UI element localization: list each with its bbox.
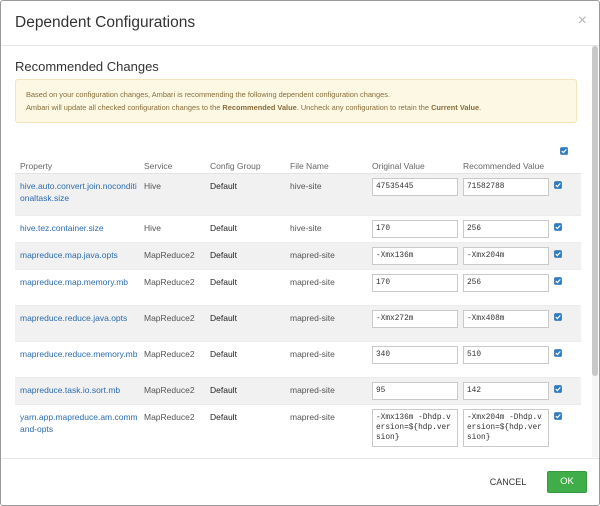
- alert-current-value: Current Value: [431, 103, 480, 112]
- property-cell: [15, 378, 139, 405]
- config-group-cell: Default: [205, 306, 285, 342]
- recommended-value-field: -Xmx204m: [463, 247, 549, 265]
- file-name-cell: hive-site: [285, 174, 367, 216]
- recommended-value-field: 142: [463, 382, 549, 400]
- service-cell: MapReduce2: [139, 405, 205, 458]
- recommended-value-cell: [458, 216, 549, 243]
- file-name-cell: mapred-site: [285, 378, 367, 405]
- recommended-value-cell: [458, 342, 549, 378]
- alert-recommended-value: Recommended Value: [222, 103, 297, 112]
- property-link[interactable]: mapreduce.reduce.java.opts: [20, 313, 128, 323]
- table-row: [15, 216, 581, 243]
- ok-button[interactable]: OK: [547, 471, 587, 493]
- original-value-field: 170: [372, 220, 458, 238]
- checkbox-cell: [549, 378, 581, 405]
- config-group-cell: Default: [205, 378, 285, 405]
- original-value-field: 170: [372, 274, 458, 292]
- property-link[interactable]: yarn.app.mapreduce.am.command-opts: [20, 412, 138, 434]
- service-cell: MapReduce2: [139, 378, 205, 405]
- service-cell: MapReduce2: [139, 243, 205, 270]
- original-value-field: 47535445: [372, 178, 458, 196]
- property-link[interactable]: mapreduce.task.io.sort.mb: [20, 385, 121, 395]
- file-name-cell: hive-site: [285, 216, 367, 243]
- property-cell: [15, 216, 139, 243]
- file-name-cell: mapred-site: [285, 243, 367, 270]
- table-row: [15, 174, 581, 216]
- apply-change-checkbox[interactable]: [554, 223, 562, 231]
- scrollbar[interactable]: [592, 46, 598, 457]
- service-cell: MapReduce2: [139, 342, 205, 378]
- property-link[interactable]: hive.tez.container.size: [20, 223, 104, 233]
- recommended-value-cell: [458, 270, 549, 306]
- original-value-cell: [367, 216, 458, 243]
- table-row: [15, 270, 581, 306]
- checkbox-cell: [549, 405, 581, 458]
- alert-line-2: [26, 101, 566, 114]
- checkbox-cell: [549, 342, 581, 378]
- file-name-cell: mapred-site: [285, 270, 367, 306]
- recommended-value-cell: [458, 405, 549, 458]
- select-all-checkbox[interactable]: [560, 147, 568, 155]
- file-name-cell: mapred-site: [285, 306, 367, 342]
- recommended-value-field: 510: [463, 346, 549, 364]
- property-cell: [15, 306, 139, 342]
- original-value-cell: [367, 174, 458, 216]
- recommendation-alert: [15, 79, 577, 123]
- checkbox-cell: [549, 174, 581, 216]
- apply-change-checkbox[interactable]: [554, 313, 562, 321]
- original-value-cell: [367, 378, 458, 405]
- apply-change-checkbox[interactable]: [554, 181, 562, 189]
- original-value-field: -Xmx136m: [372, 247, 458, 265]
- apply-change-checkbox[interactable]: [554, 349, 562, 357]
- property-link[interactable]: mapreduce.reduce.memory.mb: [20, 349, 138, 359]
- col-recommended-value: Recommended Value: [458, 155, 549, 174]
- recommended-value-cell: [458, 378, 549, 405]
- recommended-value-field: -Xmx204m -Dhdp.version=${hdp.version}: [463, 409, 549, 447]
- recommended-value-field: 256: [463, 274, 549, 292]
- alert-text: . Uncheck any configuration to retain the: [296, 103, 432, 112]
- original-value-cell: [367, 306, 458, 342]
- original-value-cell: [367, 405, 458, 458]
- recommended-value-field: 71582788: [463, 178, 549, 196]
- dialog-footer: [1, 458, 599, 505]
- alert-text: Ambari will update all checked configuration changes to the: [26, 103, 223, 112]
- property-cell: [15, 342, 139, 378]
- apply-change-checkbox[interactable]: [554, 250, 562, 258]
- table-header-row: [15, 155, 581, 174]
- col-config-group: Config Group: [205, 155, 285, 174]
- property-link[interactable]: mapreduce.map.java.opts: [20, 250, 118, 260]
- config-group-cell: Default: [205, 342, 285, 378]
- file-name-cell: mapred-site: [285, 405, 367, 458]
- table-row: [15, 342, 581, 378]
- original-value-cell: [367, 243, 458, 270]
- service-cell: MapReduce2: [139, 270, 205, 306]
- col-service: Service: [139, 155, 205, 174]
- original-value-field: -Xmx272m: [372, 310, 458, 328]
- apply-change-checkbox[interactable]: [554, 412, 562, 420]
- original-value-cell: [367, 342, 458, 378]
- cancel-button[interactable]: CANCEL: [489, 477, 527, 487]
- property-cell: [15, 270, 139, 306]
- section-title: Recommended Changes: [15, 59, 159, 74]
- dialog-body: [1, 46, 591, 457]
- table-row: [15, 306, 581, 342]
- alert-line-1: Based on your configuration changes, Ambari is recommending the following dependent configuration changes.: [26, 90, 391, 99]
- property-cell: [15, 243, 139, 270]
- config-group-cell: Default: [205, 270, 285, 306]
- recommended-value-cell: [458, 174, 549, 216]
- property-link[interactable]: hive.auto.convert.join.noconditionaltask.size: [20, 181, 137, 203]
- property-link[interactable]: mapreduce.map.memory.mb: [20, 277, 129, 287]
- original-value-field: -Xmx136m -Dhdp.version=${hdp.version}: [372, 409, 458, 447]
- recommended-value-cell: [458, 243, 549, 270]
- checkbox-cell: [549, 270, 581, 306]
- alert-text: .: [479, 103, 482, 112]
- service-cell: Hive: [139, 216, 205, 243]
- scrollbar-thumb[interactable]: [592, 46, 598, 376]
- col-checkbox: [549, 155, 581, 174]
- service-cell: MapReduce2: [139, 306, 205, 342]
- dialog-header: [1, 1, 599, 46]
- checkbox-cell: [549, 243, 581, 270]
- service-cell: Hive: [139, 174, 205, 216]
- file-name-cell: mapred-site: [285, 342, 367, 378]
- config-group-cell: Default: [205, 405, 285, 458]
- dialog-title: Dependent Configurations: [15, 14, 196, 31]
- recommended-value-field: 256: [463, 220, 549, 238]
- checkbox-cell: [549, 216, 581, 243]
- config-changes-table: [15, 155, 581, 457]
- table-row: [15, 243, 581, 270]
- property-cell: [15, 174, 139, 216]
- close-icon[interactable]: ×: [577, 12, 587, 29]
- col-original-value: Original Value: [367, 155, 458, 174]
- table-row: [15, 378, 581, 405]
- apply-change-checkbox[interactable]: [554, 277, 562, 285]
- config-group-cell: Default: [205, 174, 285, 216]
- property-cell: [15, 405, 139, 458]
- checkbox-cell: [549, 306, 581, 342]
- original-value-field: 340: [372, 346, 458, 364]
- apply-change-checkbox[interactable]: [554, 385, 562, 393]
- recommended-value-cell: [458, 306, 549, 342]
- table-row: [15, 405, 581, 458]
- original-value-cell: [367, 270, 458, 306]
- col-property: Property: [15, 155, 139, 174]
- recommended-value-field: -Xmx408m: [463, 310, 549, 328]
- col-file-name: File Name: [285, 155, 367, 174]
- original-value-field: 95: [372, 382, 458, 400]
- config-group-cell: Default: [205, 243, 285, 270]
- config-group-cell: Default: [205, 216, 285, 243]
